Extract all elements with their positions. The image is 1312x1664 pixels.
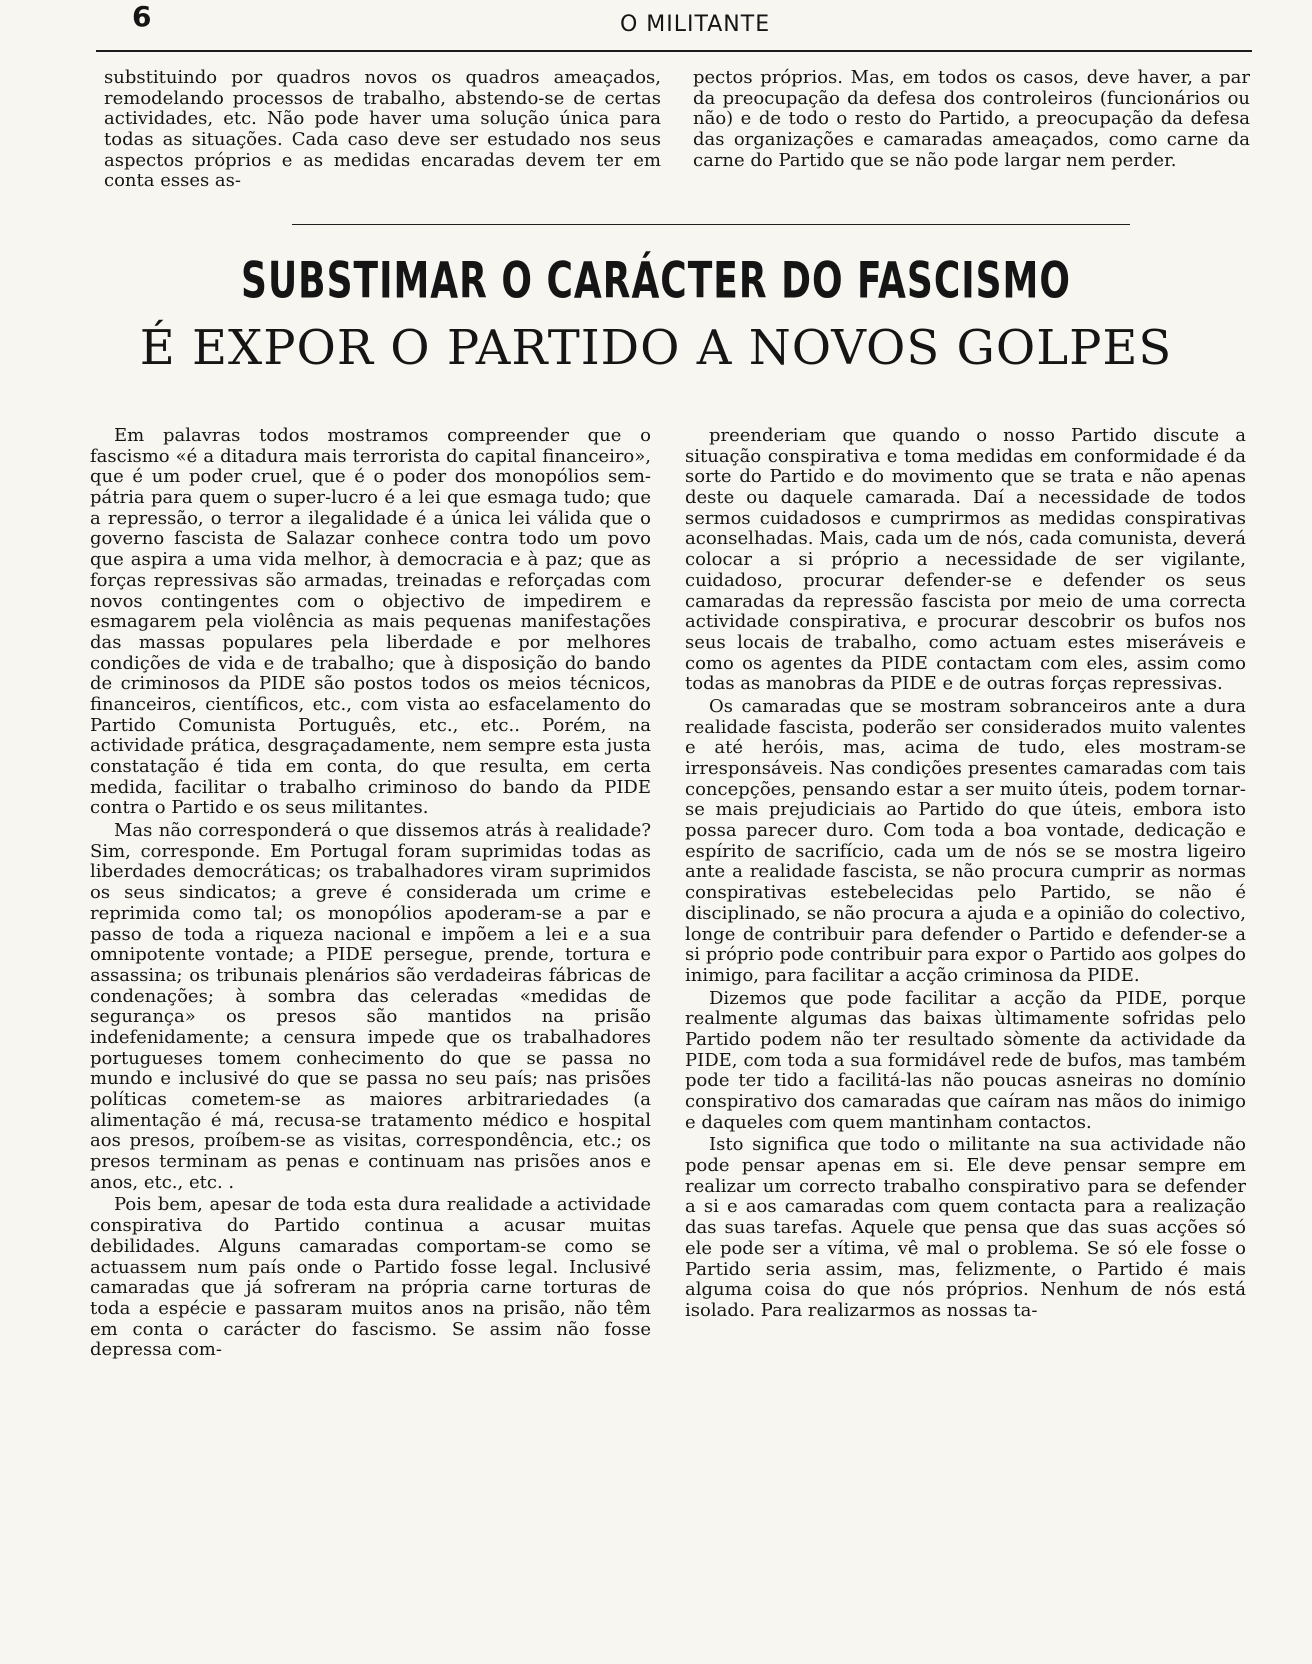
- headline-line-1: SUBSTIMAR O CARÁCTER DO FASCISMO: [241, 252, 1071, 310]
- article-paragraph: Em palavras todos mostramos compreender que o fascismo «é a ditadura mais terrorista do capital financeiro», que é um poder cruel, que é o poder dos monopólios sem-pátria para quem o super-lucro é a lei que esmaga tudo; que a repressão, o terror a ilegalidade é a única lei válida que o governo fascista de Salazar conhece contra todo um povo que aspira a uma vida melhor, à democracia e à paz; que as forças repressivas são armadas, treinadas e reforçadas com novos contingentes com o objectivo de impedirem e esmagarem pela violência as mais pequenas manifestações das massas populares pela liberdade e por melhores condições de vida e de trabalho; que à disposição do bando de criminosos da PIDE são postos todos os meios técnicos, financeiros, científicos, etc., com vista ao esfacelamento do Partido Comunista Português, etc., etc.. Porém, na actividade prática, desgraçadamente, nem sempre esta justa constatação é tida em conta, do que resulta, em certa medida, facilitar o trabalho criminoso do bando da PIDE contra o Partido e os seus militantes.: [90, 425, 651, 819]
- top-right-paragraph: pectos próprios. Mas, em todos os casos, deve haver, a par da preocupação da defesa dos controleiros (funcionários ou não) e de todo o resto do Partido, a preocupação da defesa das organizações e camaradas ameaçados, como carne da carne do Partido que se não pode largar nem perder.: [693, 67, 1250, 171]
- article-right-column: [681, 426, 1246, 1361]
- page-number: 6: [132, 0, 152, 33]
- headline-divider: [292, 224, 1130, 225]
- article-left-column: [90, 426, 655, 1361]
- top-continuation-columns: [104, 68, 1250, 192]
- article-paragraph: Pois bem, apesar de toda esta dura realidade a actividade conspirativa do Partido continua a acusar muitas debilidades. Alguns camaradas comportam-se como se actuassem num país onde o Partido fosse legal. Inclusivé camaradas que já sofreram na própria carne torturas de toda a espécie e passaram muitos anos na prisão, não têm em conta o carácter do fascismo. Se assim não fosse depressa com-: [90, 1194, 651, 1361]
- top-left-column: [104, 68, 661, 192]
- article-body: [90, 426, 1246, 1361]
- article-paragraph: Isto significa que todo o militante na sua actividade não pode pensar apenas em si. Ele deve pensar sempre em realizar um correcto trabalho conspirativo para se defender a si e aos camaradas com quem contacta para a realização das suas tarefas. Aquele que pensa que das suas acções só ele pode ser a vítima, vê mal o problema. Se só ele fosse o Partido seria assim, mas, felizmente, o Partido é mais alguma coisa do que nós próprios. Nenhum de nós está isolado. Para realizarmos as nossas ta-: [685, 1134, 1246, 1321]
- publication-title: O MILITANTE: [620, 12, 771, 37]
- article-paragraph: Mas não corresponderá o que dissemos atrás à realidade? Sim, corresponde. Em Portugal foram suprimidas todas as liberdades democráticas; os trabalhadores viram suprimidos os seus sindicatos; a greve é considerada um crime e reprimida como tal; os monopólios apoderam-se a par e passo de toda a riqueza nacional e impõem a lei e a sua omnipotente vontade; a PIDE persegue, prende, tortura e assassina; os tribunais plenários são verdadeiras fábricas de condenações; à sombra das celeradas «medidas de segurança» os presos são mantidos na prisão indefenidamente; a censura impede que os trabalhadores portugueses tomem conhecimento do que se passa no mundo e inclusivé do que se passa no seu país; nas prisões políticas cometem-se as maiores arbitrariedades (a alimentação é má, recusa-se tratamento médico e hospital aos presos, proíbem-se as visitas, correspondência, etc.; os presos terminam as penas e continuam nas prisões anos e anos, etc., etc. .: [90, 820, 651, 1193]
- article-paragraph: preenderiam que quando o nosso Partido discute a situação conspirativa e toma medidas em conformidade é da sorte do Partido e do movimento que se trata e não apenas deste ou daquele camarada. Daí a necessidade de todos sermos cuidadosos e cumprirmos as medidas conspirativas aconselhadas. Mais, cada um de nós, cada comunista, deverá colocar a si próprio a necessidade de ser vigilante, cuidadoso, procurar defender-se e defender os seus camaradas da repressão fascista por meio de uma correcta actividade conspirativa, e procurar descobrir os bufos nos seus locais de trabalho, como actuam estes miseráveis e como os agentes da PIDE contactam com eles, assim como todas as manobras da PIDE e de outras forças repressivas.: [685, 425, 1246, 695]
- page-header: [96, 0, 1252, 52]
- article-paragraph: Dizemos que pode facilitar a acção da PIDE, porque realmente algumas das baixas ùltimamente sofridas pelo Partido podem não ter resultado sòmente da actividade da PIDE, com toda a sua formidável rede de bufos, mas também pode ter tido a facilitá-las não poucas asneiras no domínio conspirativo dos camaradas que caíram nas mãos do inimigo e daqueles com quem mantinham contactos.: [685, 987, 1246, 1133]
- headline-line-2: É EXPOR O PARTIDO A NOVOS GOLPES: [139, 320, 1173, 376]
- top-left-paragraph: substituindo por quadros novos os quadros ameaçados, remodelando processos de trabalho, abstendo-se de certas actividades, etc. Não pode haver uma solução única para todas as situações. Cada caso deve ser estudado nos seus aspectos próprios e as medidas encaradas devem ter em conta esses as-: [104, 67, 661, 192]
- article-paragraph: Os camaradas que se mostram sobranceiros ante a dura realidade fascista, poderão ser considerados muito valentes e até heróis, mas, acima de tudo, eles mostram-se irresponsáveis. Nas condições presentes camaradas com tais concepções, pensando estar a ser muito úteis, podem tornar-se mais prejudiciais ao Partido do que úteis, embora isto possa parecer duro. Com toda a boa vontade, dedicação e espírito de sacrifício, cada um de nós se se mostra ligeiro ante a realidade fascista, se não procura cumprir as normas conspirativas estebelecidas pelo Partido, se não é disciplinado, se não procura a ajuda e a opinião do colectivo, longe de contribuir para defender o Partido e defender-se a si próprio pode contribuir para expor o Partido aos golpes do inimigo, para facilitar a acção criminosa da PIDE.: [685, 695, 1246, 986]
- top-right-column: [693, 68, 1250, 192]
